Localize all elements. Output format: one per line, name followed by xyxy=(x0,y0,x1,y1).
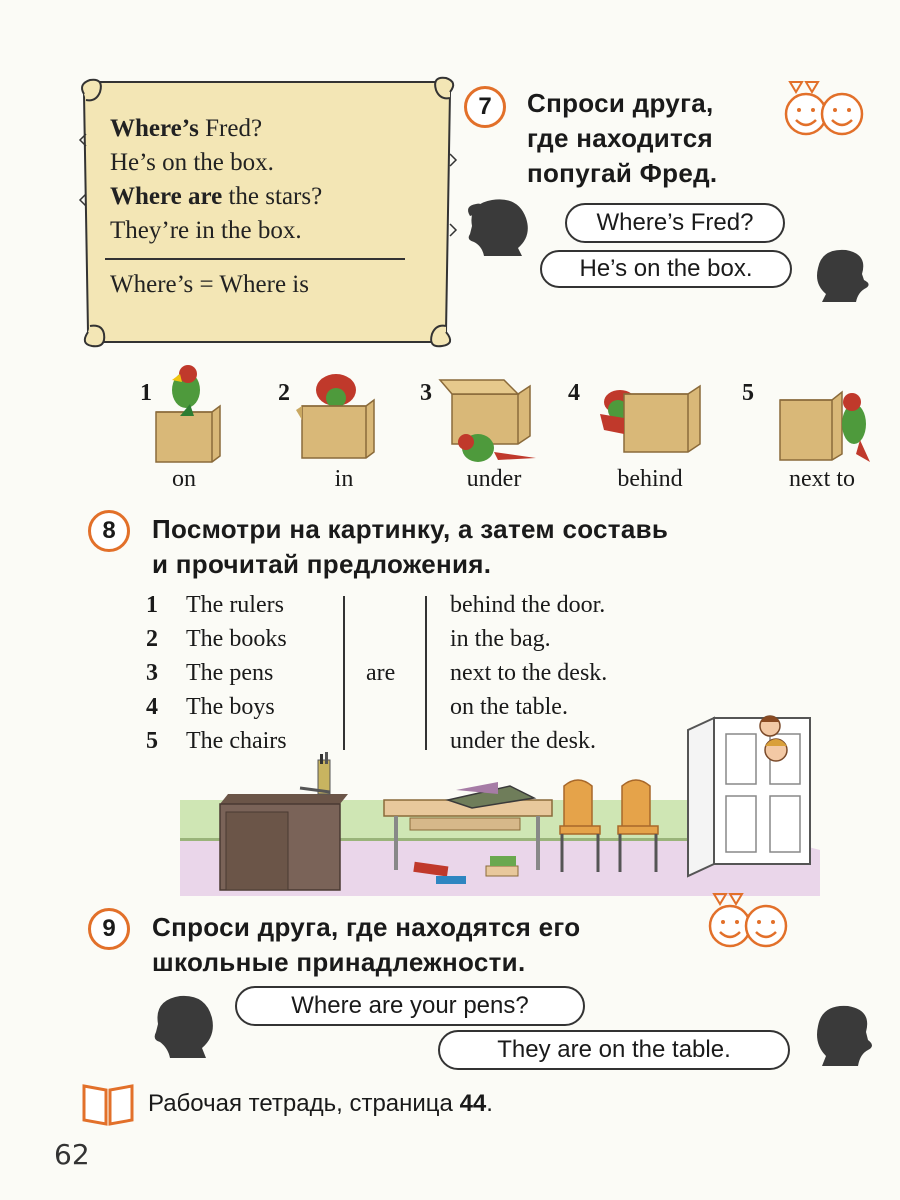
pair-work-icon xyxy=(780,78,870,140)
exercise-9-instruction: Спроси друга, где находятся его школьные принадлежности. xyxy=(152,912,581,977)
sentence-subject: The books xyxy=(186,626,287,652)
position-number: 3 xyxy=(420,380,432,406)
row-number: 5 xyxy=(146,728,158,754)
row-number: 2 xyxy=(146,626,158,652)
position-number: 2 xyxy=(278,380,290,406)
sentence-subject: The chairs xyxy=(186,728,287,754)
exercise-7-number: 7 xyxy=(464,86,506,128)
sentence-ending: next to the desk. xyxy=(450,660,608,686)
position-word: on xyxy=(172,466,196,492)
workbook-icon xyxy=(80,1078,136,1126)
speaker-silhouette-right-icon xyxy=(812,1002,878,1066)
sentence-ending: on the table. xyxy=(450,694,568,720)
sentence-verb: are xyxy=(366,660,396,686)
sentence-subject: The rulers xyxy=(186,592,284,618)
workbook-reference: Рабочая тетрадь, страница 44. xyxy=(148,1090,493,1117)
position-word: behind xyxy=(617,466,683,492)
parrot-behind-box-illustration xyxy=(596,374,706,464)
parrot-under-box-illustration xyxy=(438,366,544,466)
rule-line-4: They’re in the box. xyxy=(110,217,302,244)
ex7-question-bubble: Where’s Fred? xyxy=(565,203,785,243)
ex9-answer-bubble: They are on the table. xyxy=(438,1030,790,1070)
row-number: 4 xyxy=(146,694,158,720)
position-word: next to xyxy=(789,466,855,492)
speaker-silhouette-left-icon xyxy=(462,196,542,258)
row-number: 1 xyxy=(146,592,158,618)
sentence-subject: The pens xyxy=(186,660,274,686)
parrot-in-box-illustration xyxy=(292,360,382,460)
row-number: 3 xyxy=(146,660,158,686)
exercise-9-number: 9 xyxy=(88,908,130,950)
position-word: in xyxy=(334,466,354,492)
exercise-8-instruction: Посмотри на картинку, а затем составь и прочитай предложения. xyxy=(152,514,669,579)
rule-equivalence: Where’s = Where is xyxy=(110,271,309,298)
position-number: 4 xyxy=(568,380,580,406)
ex9-question-bubble: Where are your pens? xyxy=(235,986,585,1026)
sentence-subject: The boys xyxy=(186,694,275,720)
position-word: under xyxy=(466,466,522,492)
speaker-silhouette-right-icon xyxy=(812,246,874,302)
speaker-silhouette-left-icon xyxy=(148,992,224,1060)
position-number: 5 xyxy=(742,380,754,406)
rule-line-2: He’s on the box. xyxy=(110,149,274,176)
position-number: 1 xyxy=(140,380,152,406)
sentence-ending: behind the door. xyxy=(450,592,606,618)
parrot-on-box-illustration xyxy=(150,360,230,465)
pair-work-icon xyxy=(704,890,794,952)
classroom-illustration xyxy=(180,700,840,896)
exercise-7-instruction: Спроси друга, где находится попугай Фред. xyxy=(527,88,718,188)
rule-line-3: Where are the stars? xyxy=(110,183,323,210)
sentence-ending: in the bag. xyxy=(450,626,551,652)
ex7-answer-bubble: He’s on the box. xyxy=(540,250,792,288)
rule-divider xyxy=(105,258,405,260)
page-number: 62 xyxy=(54,1138,90,1171)
sentence-ending: under the desk. xyxy=(450,728,596,754)
rule-line-1: Where’s Fred? xyxy=(110,115,263,142)
exercise-8-number: 8 xyxy=(88,510,130,552)
parrot-next-to-box-illustration xyxy=(774,374,874,466)
